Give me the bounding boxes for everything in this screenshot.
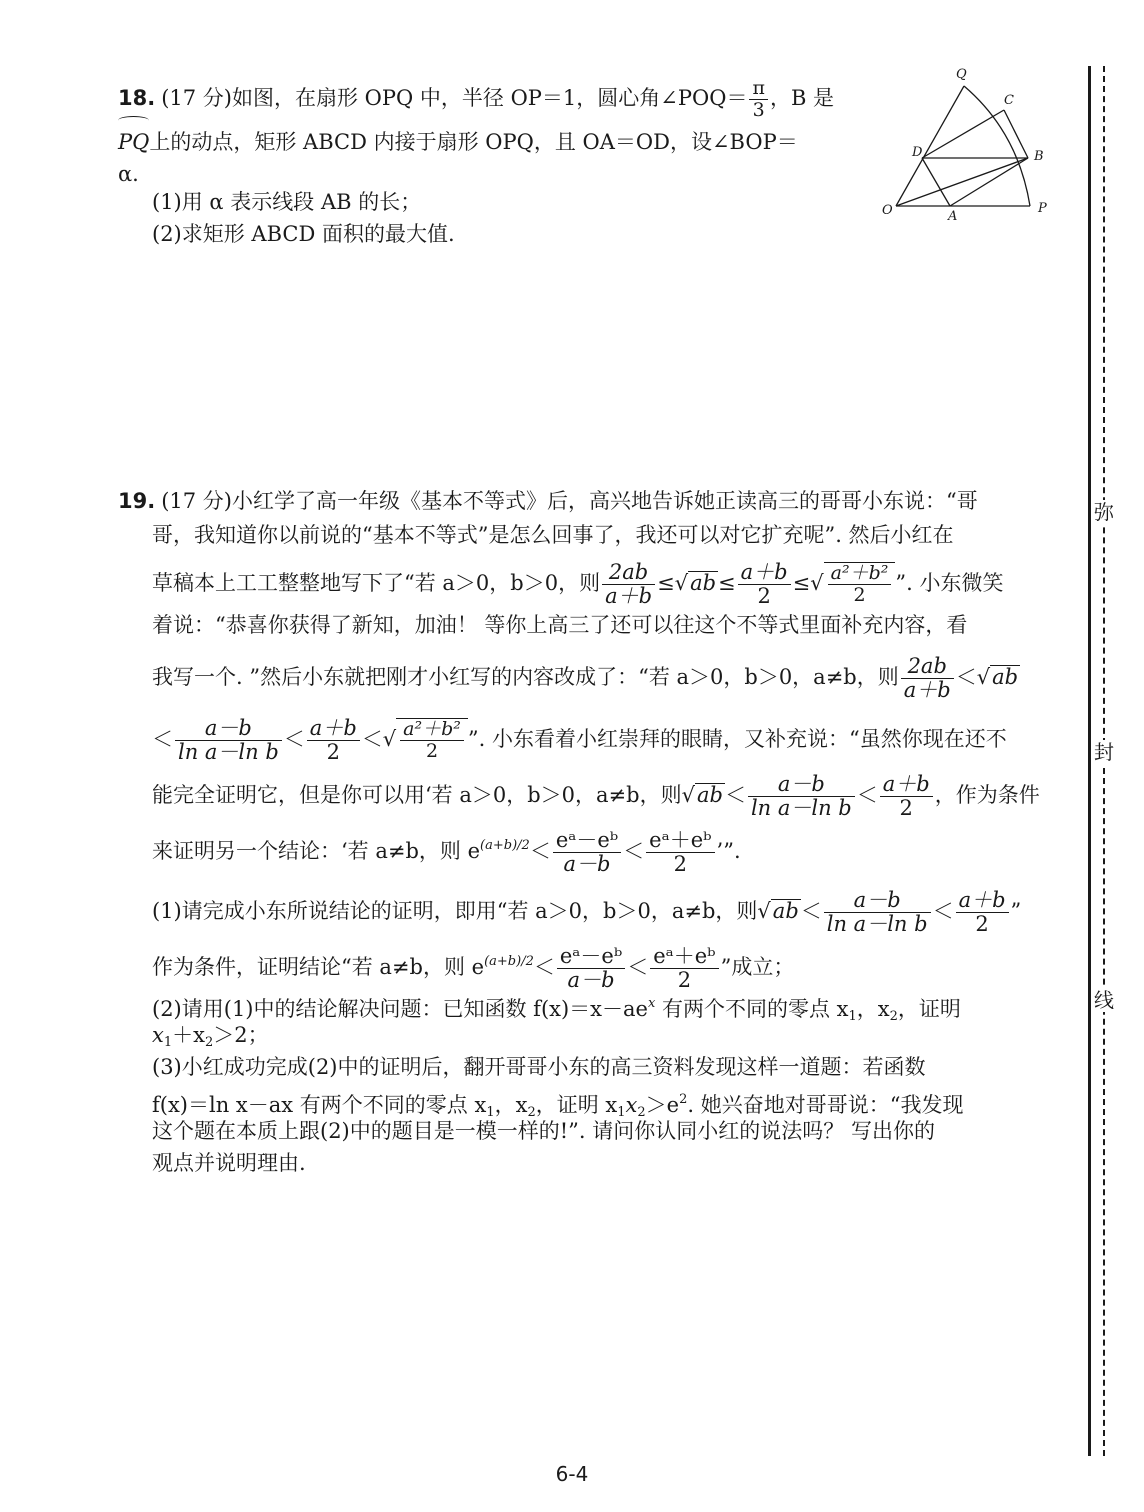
q19-part-1-cont: 作为条件，证明结论“若 a≠b，则 $e^{(a+b)/2}<$ $\frac{\text{eᵃ－eᵇ}}{a-b}$ ＜ $\frac{\text{eᵃ＋eᵇ}}{2}$ ”成立； (152, 944, 795, 992)
q19-part-1: (1)请完成小东所说结论的证明，即用“若 a＞0，b＞0，a≠b，则√ ab＜ $\frac{a-b}{\text{ln a－ln b}}$ ＜ $\frac{a+b}{2}$ ” (152, 889, 1021, 936)
side-cb (1004, 110, 1028, 158)
sector-figure (878, 62, 1058, 222)
arc-pq: PQ (118, 126, 149, 159)
q19-line-6: ＜ $\frac{a-b}{\text{ln a－ln b}}$ ＜ $\frac{a+b}{2}$ ＜√ $\frac{\text{a²＋b²}}{2}$ ”. 小东看着小红崇拜的眼睛，又补充说：“虽然你现在还不 (152, 717, 1007, 764)
q19-line-2: 哥，我知道你以前说的“基本不等式”是怎么回事了，我还可以对它扩充呢”. 然后小红在 (152, 523, 954, 547)
question-number: 18. (118, 86, 156, 110)
q18-part-1: (1)用 α 表示线段 AB 的长； (152, 190, 422, 214)
label-c: C (1004, 93, 1014, 108)
q18-line-1: 18. (17 分)如图，在扇形 OPQ 中，半径 OP＝1，圆心角∠POQ＝ $\frac{\pi}{3}$ ，B 是 (118, 77, 835, 121)
arc-pq-curve (964, 86, 1030, 206)
frac-2ab-over-apb: $\frac{2ab}{a+b}$ (602, 561, 655, 608)
label-d: D (912, 145, 923, 160)
binding-rule (1088, 66, 1091, 1456)
frac-a2b2-over-2: $\frac{\text{a²＋b²}}{2}$ (828, 563, 892, 606)
frac-apb-over-2: $\frac{a+b}{2}$ (738, 561, 791, 608)
q19-part-2: (2)请用(1)中的结论解决问题：已知函数 $f(x)=x-ae^x$ 有两个不同的零点 $x_1$，$x_2$，证明 (152, 996, 961, 1024)
q19-line-3: 草稿本上工工整整地写下了“若 a＞0，b＞0，则 $\frac{2ab}{a+b}$ ≤√ ab≤ $\frac{a+b}{2}$ ≤√ $\frac{\text{a²＋b²}}{2}$ ”. 小东微笑 (152, 561, 1003, 608)
margin-char-mi: 弥 (1094, 500, 1114, 524)
q18-line-3: α. (118, 162, 139, 186)
page-number: 6-4 (555, 1462, 589, 1486)
q19-part-3-line-4: 观点并说明理由. (152, 1151, 306, 1175)
q19-line-4: 着说：“恭喜你获得了新知，加油！ 等你上高三了还可以往这个不等式里面补充内容，看 (152, 613, 968, 637)
q19-line-8: 来证明另一个结论：‘若 a≠b，则 $e^{(a+b)/2}<$ $\frac{\text{eᵃ－eᵇ}}{a-b}$ ＜ $\frac{\text{eᵃ＋eᵇ}}{2}$ ’”. (152, 828, 741, 876)
q19-part-3: (3)小红成功完成(2)中的证明后，翻开哥哥小东的高三资料发现这样一道题：若函数 (152, 1055, 926, 1079)
q19-line-7: 能完全证明它，但是你可以用‘若 a＞0，b＞0，a≠b，则√ ab＜ $\frac{a-b}{\text{ln a－ln b}}$ ＜ $\frac{a+b}{2}$ ，作为条件 (152, 773, 1040, 820)
q19-line-5: 我写一个. ”然后小东就把刚才小红写的内容改成了：“若 a＞0，b＞0，a≠b，则 $\frac{2ab}{a+b}$ ＜√ ab (152, 655, 1020, 702)
side-dc (922, 110, 1004, 158)
side-ad (922, 158, 950, 206)
label-q: Q (956, 67, 967, 82)
sqrt-ab (675, 571, 688, 595)
label-o: O (882, 203, 893, 218)
label-b: B (1034, 149, 1044, 164)
frac-log-mean: $\frac{a-b}{\text{ln a－ln b}}$ (175, 717, 282, 764)
q18-line-2: PQ上的动点，矩形 ABCD 内接于扇形 OPQ，且 OA＝OD，设∠BOP＝ (118, 126, 798, 159)
q19-line-1: 19. (17 分)小红学了高一年级《基本不等式》后，高兴地告诉她正读高三的哥哥小东说：“哥 (118, 489, 978, 513)
question-number: 19. (118, 489, 156, 513)
label-a: A (948, 209, 958, 222)
q19-part-2-cont: $x_1+x_2>2$； (152, 1023, 269, 1050)
pi-over-3: $\frac{\pi}{3}$ (749, 78, 768, 121)
question-19 (118, 485, 1054, 1175)
margin-char-xian: 线 (1094, 988, 1114, 1012)
margin-char-feng: 封 (1094, 740, 1114, 764)
label-p: P (1038, 201, 1047, 216)
radius-oq (896, 86, 964, 206)
q19-part-3-line-2: f(x)＝ln x－ax 有两个不同的零点 $x_1$，$x_2$，证明 $x_1x_2>e^2$. 她兴奋地对哥哥说：“我发现 (152, 1092, 964, 1120)
q19-part-3-line-3: 这个题在本质上跟(2)中的题目是一模一样的!”. 请问你认同小红的说法吗？ 写出你的 (152, 1119, 935, 1143)
q18-part-2: (2)求矩形 ABCD 面积的最大值. (152, 222, 455, 246)
